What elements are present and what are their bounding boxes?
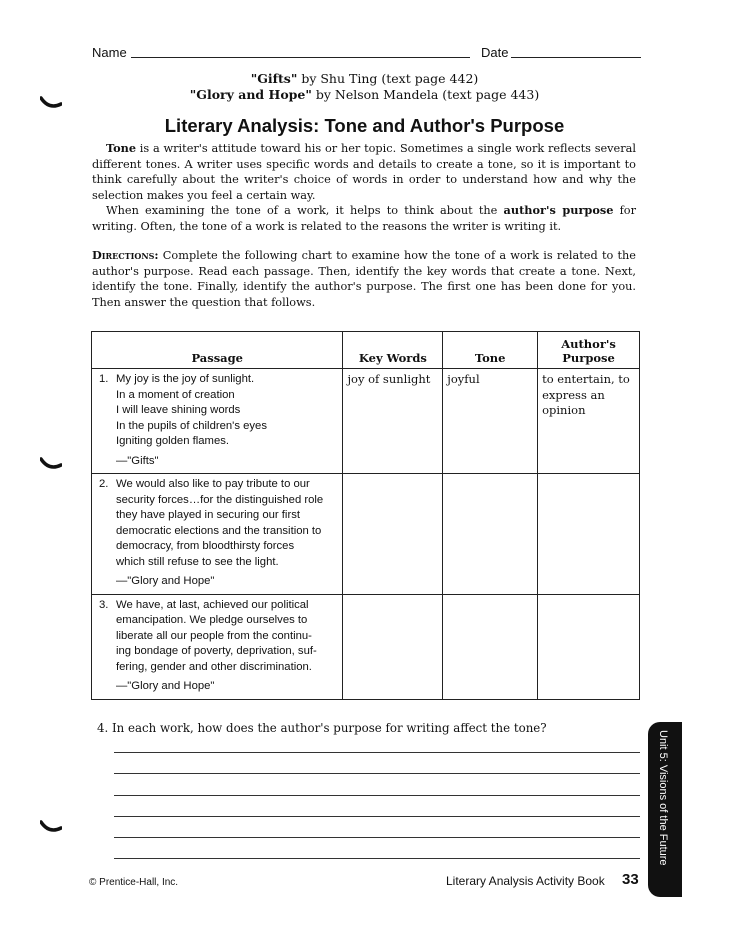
passage-line: In the pupils of children's eyes <box>116 419 267 432</box>
copyright-notice: © Prentice-Hall, Inc. <box>89 877 179 888</box>
name-field[interactable] <box>131 57 470 58</box>
passage-cell <box>92 474 343 595</box>
chart-header-row <box>92 332 640 369</box>
tone-cell[interactable]: joyful <box>443 369 538 474</box>
purpose-cell[interactable] <box>538 474 640 595</box>
purpose-cell[interactable] <box>538 594 640 699</box>
header-purpose-line2: Purpose <box>562 351 615 365</box>
intro-text-2b: for writing. Often, the tone of a work is related to the reasons the writer is writing it. <box>92 204 636 233</box>
key-words-cell[interactable] <box>343 594 443 699</box>
selection-line-2 <box>0 87 729 102</box>
selection-title-glory: "Glory and Hope" <box>189 87 312 102</box>
header-tone: Tone <box>443 332 538 369</box>
unit-side-tab <box>648 722 682 897</box>
answer-line[interactable] <box>114 752 640 753</box>
passage-line: My joy is the joy of sunlight. <box>116 373 255 385</box>
row-number: 3. <box>99 598 109 611</box>
intro-text-2a: When examining the tone of a work, it helps to think about the <box>106 204 504 217</box>
header-passage: Passage <box>92 332 343 369</box>
answer-line[interactable] <box>114 837 640 838</box>
table-row <box>92 369 640 474</box>
table-row <box>92 474 640 595</box>
passage-line: We would also like to pay tribute to our <box>116 478 310 490</box>
passage-line: emancipation. We pledge ourselves to <box>116 614 308 626</box>
passage-line: Igniting golden flames. <box>116 435 230 447</box>
row-number: 1. <box>99 373 109 385</box>
passage-attribution: —"Glory and Hope" <box>116 575 215 587</box>
header-authors-purpose <box>538 332 640 369</box>
passage-cell <box>92 369 343 474</box>
header-purpose-line1: Author's <box>561 337 616 351</box>
passage-line: security forces…for the distinguished role <box>116 493 324 506</box>
term-tone: Tone <box>106 141 137 155</box>
passage-line: democracy, from bloodthirsty forces <box>116 540 295 552</box>
intro-text-1: is a writer's attitude toward his or her topic. Sometimes a single work reflects several different tones. A writer uses specific words and details to create a tone, so it is important to think carefully about the writer's choice of words in order to understand how and why the selection makes you feel a certain way. <box>92 142 636 202</box>
table-row <box>92 594 640 699</box>
intro-paragraph-purpose <box>92 203 636 234</box>
passage-line: In a moment of creation <box>116 388 235 401</box>
date-label: Date <box>481 45 509 60</box>
header-key-words: Key Words <box>343 332 443 369</box>
binder-hole-mark <box>40 457 62 471</box>
passage-cell <box>92 594 343 699</box>
answer-line[interactable] <box>114 795 640 796</box>
tone-cell[interactable] <box>443 474 538 595</box>
directions-label: Directions: <box>92 248 159 262</box>
passage-line: they have played in securing our first <box>116 509 300 521</box>
name-label: Name <box>92 45 127 60</box>
date-field[interactable] <box>511 57 641 58</box>
term-authors-purpose: author's purpose <box>503 203 614 217</box>
page-number: 33 <box>622 871 639 888</box>
question-4: 4. In each work, how does the author's purpose for writing affect the tone? <box>97 721 547 735</box>
directions-paragraph <box>92 248 636 310</box>
passage-line: ing bondage of poverty, deprivation, suf- <box>116 645 317 657</box>
selection-line-1 <box>0 71 729 86</box>
unit-tab-label: Unit 5: Visions of the Future <box>657 730 669 866</box>
intro-paragraph-tone <box>92 141 636 203</box>
directions-text: Complete the following chart to examine how the tone of a work is related to the author's purpose. Read each passage. Then, identify the key words that create a tone. Next, identify the tone. Finally, identify the author's purpose. The first one has been done for you. Then answer the question that follows. <box>92 249 636 309</box>
passage-line: fering, gender and other discrimination. <box>116 660 312 673</box>
answer-line[interactable] <box>114 773 640 774</box>
page-title: Literary Analysis: Tone and Author's Purpose <box>164 115 565 136</box>
answer-line[interactable] <box>114 858 640 859</box>
selection-info-gifts: by Shu Ting (text page 442) <box>297 71 479 86</box>
selection-info-glory: by Nelson Mandela (text page 443) <box>311 87 540 102</box>
passage-line: democratic elections and the transition to <box>116 524 322 537</box>
passage-line: which still refuse to see the light. <box>116 555 279 568</box>
purpose-cell[interactable]: to entertain, to express an opinion <box>538 369 640 474</box>
passage-line: I will leave shining words <box>116 404 241 416</box>
binder-hole-mark <box>40 820 62 834</box>
tone-cell[interactable] <box>443 594 538 699</box>
key-words-cell[interactable] <box>343 474 443 595</box>
passage-line: liberate all our people from the continu- <box>116 629 312 642</box>
answer-line[interactable] <box>114 816 640 817</box>
selection-title-gifts: "Gifts" <box>250 71 298 86</box>
book-title: Literary Analysis Activity Book <box>446 874 605 888</box>
passage-attribution: —"Glory and Hope" <box>116 680 215 692</box>
passage-line: We have, at last, achieved our political <box>116 598 309 611</box>
tone-purpose-chart <box>91 331 640 700</box>
passage-attribution: —"Gifts" <box>116 454 159 467</box>
row-number: 2. <box>99 478 109 490</box>
key-words-cell[interactable]: joy of sunlight <box>343 369 443 474</box>
